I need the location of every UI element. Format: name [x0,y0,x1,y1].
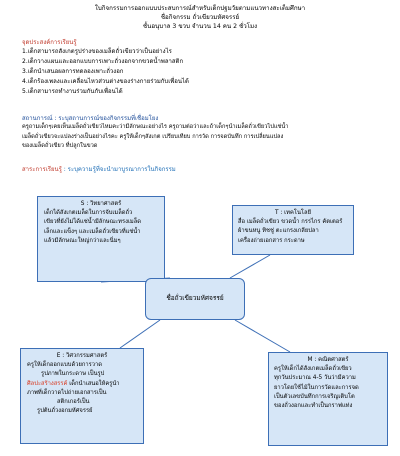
learning-content-label: สาระการเรียนรู้ [22,166,62,173]
engineering-line: ครูให้เด็กออกแบบด้วยการวาด [27,362,103,369]
engineering-title: E : วิศวกรรมศาสตร์ [56,353,108,359]
connector-mathematics [235,320,290,352]
science-title: S : วิทยาศาสตร์ [80,201,122,207]
mathematics-line: ครูให้เด็กได้สังเกตเมล็ดถั่วเขียว [274,366,352,373]
objective-item: 4.เด็กร้องเพลงและเคลื่อนไหวส่วนต่างของร่างกายร่วมกับเพื่อนได้ [22,78,189,85]
situation-line: ของเมล็ดถั่วเขียว ที่ปลูกในขวด [22,143,98,149]
activity-name: ชื่อกิจกรรม ถั่วเขียวมหัศจรรย์ [160,14,240,21]
technology-line: เครื่องถ่ายเอกสาร กระดาษ [238,237,305,244]
mathematics-title: M : คณิตศาสตร์ [307,357,349,363]
science-line: เล็กและแข็งๆ และเมล็ดถั่วเขียวที่แช่น้ำ [44,228,141,235]
center-topic: ชื่อถั่วเขียวมหัศจรรย์ [166,294,224,303]
objective-item: 2.เด็กวางแผนและออกแบบการเพาะถั่วงอกจากขวดน้ำพลาสติก [22,58,184,65]
engineering-line: ภาพที่เด็กวาดไปถ่ายเอกสารเป็น [27,389,107,396]
engineering-line: รูปต้นถั่วงอกมหัศจรรย์ [37,408,93,415]
objectives-title: จุดประสงค์การเรียนรู้ [22,39,77,46]
mathematics-line: ยาวโดยใช้ไม้ในการวัดและการจด [274,384,359,391]
sheet-title: ใบกิจกรรมการออกแบบประสบการณ์สำหรับเด็กปฐมวัยตามแนวทางสะเต็มศึกษา [94,5,306,12]
engineering-box [20,348,144,444]
science-line: เด็กได้สังเกตเมล็ดในการจับเมล็ดถั่ว [44,210,133,217]
science-line: เขียวที่ยังไม่ได้แช่น้ำมีลักษณะทรงเมล็ด [44,219,142,226]
mathematics-line: เป็นตัวเลขบันทึกการเจริญเติบโต [274,393,355,400]
technology-line: สื่อ เมล็ดถั่วเขียว ขวดน้ำ กรรไกร คัตเตอร์ [238,219,343,226]
engineering-line [27,380,137,389]
engineering-line: รูปภาพในกระดาษ เป็นรูป [41,371,105,378]
situation-line: เมล็ดถั่วเขียวจะแปลงร่างเป็นอย่างไรคะ ครูให้เด็กๆสังเกต เปรียบเทียบ การวัด การจดบันทึก การเปลี่ยนแปลง [22,133,284,140]
mathematics-box [268,352,388,446]
science-box [37,196,165,282]
science-line: แล้วมีลักษณะใหญ่กว่าและนิ่มๆ [44,237,121,244]
objective-item: 1.เด็กสามารถสังเกตรูปร่างของเมล็ดถั่วเขียวว่าเป็นอย่างไร [22,48,172,55]
connector-engineering [120,320,160,348]
objective-item: 5.เด็กสามารถทำงานร่วมกันกับเพื่อนได้ [22,88,123,95]
engineering-line: สติกเกอร์เป็น [57,399,90,406]
technology-box [232,205,354,255]
learning-content-desc: : ระบุความรู้ที่จะนำมาบูรณาการในกิจกรรม [61,166,176,173]
objective-item: 3.เด็กนำเสนอผลการทดลองเพาะถั่วงอก [22,68,124,75]
technology-line: ผ้าขนหนู ทิชชู่ ตะแกรงเกลียปลา [238,228,319,235]
technology-title: T : เทคโนโลยี [275,210,311,216]
engineering-line-rest: เด็กนำเสนอให้ครูนำ [67,380,120,387]
engineering-highlight: ศิลปะสร้างสรรค์ [27,380,68,387]
situation-title: สถานการณ์ : ระบุสถานการณ์ของกิจกรรมที่เชื่อมโยง [22,115,159,122]
mathematics-line: ทุกวันประมาณ 4-5 วันว่ามีความ [274,375,356,382]
situation-line: ครูถามเด็กๆเคยเห็นเมล็ดถั่วเขียวไหมคะว่ามีลักษณะอย่างไร ครูถามต่อว่าและถ้าเด็กๆนำเมล็ดถั่วเขียวไปแช่น้ำ [22,124,289,130]
class-info: ชั้นอนุบาล 3 ขวบ จำนวน 14 คน 2 ชั่วโมง [142,23,258,30]
connector-technology [230,255,270,278]
mathematics-line: ของถั่วงอกและทำเป็นกราฟแท่ง [274,403,353,410]
center-topic-box [145,278,245,320]
